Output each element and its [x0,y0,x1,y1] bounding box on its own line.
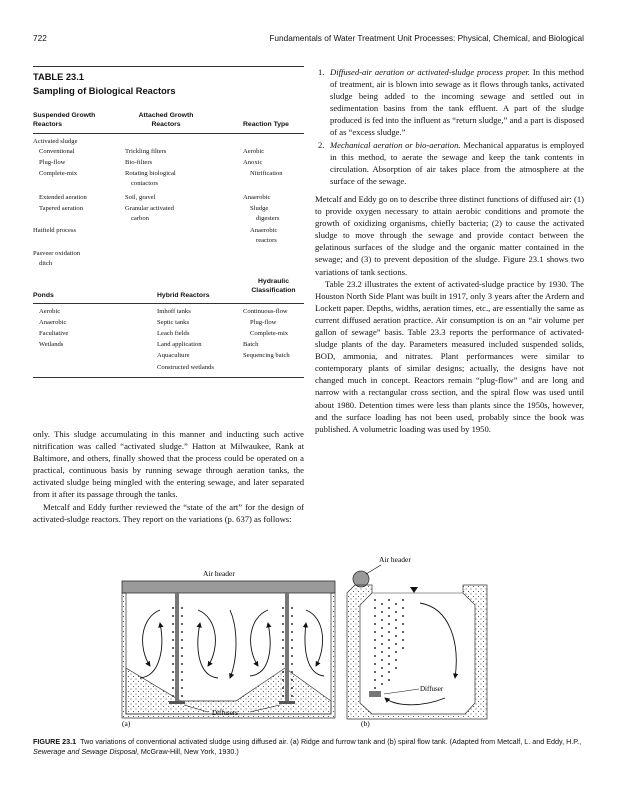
table-cell: Anaerobic [250,227,278,234]
table-cell: Hatfield process [33,227,77,234]
table-cell: Extended aeration [39,194,87,201]
paragraph: Metcalf and Eddy go on to describe three distinct functions of diffused air: (1) to provide oxygen necessary to attain aerobic conditions and promote the growth of oxidizing organisms, chiefly bacteria; (2) to cause the activated sludge to move through the sewage and provide contact between the gelatinous surfaces of the sludge and the organic matter contained in the sewage; and (3) to prevent deposition of the sludge. Figure 23.1 shows two variations of tank sections. [315,193,584,277]
table-title: Sampling of Biological Reactors [33,86,176,96]
list-item-title: Diffused-air aeration or activated-sludge process proper. [330,67,531,77]
figure-caption [33,737,584,757]
col-head-hybrid: Hybrid Reactors [157,292,210,299]
list-number: 2. [318,139,325,150]
diffuser-pipe [369,691,381,697]
air-header-leader [366,565,381,574]
diffusers-label: Diffusers [212,709,238,717]
table-cell: Aerobic [243,148,265,155]
table-cell: Land application [157,341,202,348]
col-head-hydraulic: Hydraulic Classification [251,278,296,294]
air-header-label-b: Air header [379,555,411,564]
table-cell: Sludge [250,205,269,212]
page-number: 722 [33,33,47,43]
table-cell: Sequencing batch [243,352,290,359]
furrow-floor [126,668,331,714]
list-item [318,139,584,187]
table-cell: Imhoff tanks [157,308,191,315]
table-cell: Trickling filters [125,148,167,155]
list-item-body: Mechanical apparatus is employed in this method, to aerate the sewage and keep the tank contents in circulation. Absorption of air takes place from the atmosphere at the surface of the sewage. [330,139,584,186]
table-cell: Complete-mix [39,170,78,177]
spiral-flow-tank [347,555,487,728]
table-cell: Plug-flow [250,319,277,326]
table-cell: Leach fields [157,330,190,337]
diffuser-label: Diffuser [420,685,444,693]
table-cell: Wetlands [39,341,64,348]
table-cell: Batch [243,341,259,348]
table-cell: Aerobic [39,308,61,315]
diffuser-leader-b [384,689,419,694]
caption-label: FIGURE 23.1 [33,737,77,746]
table-cell: Anaerobic [39,319,67,326]
right-column-text [315,66,584,435]
table-cell: carbon [131,215,149,222]
running-title: Fundamentals of Water Treatment Unit Processes: Physical, Chemical, and Biological [269,33,584,43]
air-pipe [285,593,289,701]
table-cell: digesters [256,215,280,222]
variation-list [315,66,584,187]
table-cell: contactors [131,180,159,187]
table-cell: Plug-flow [39,159,66,166]
sub-header-rule [33,303,304,304]
caption-book: Sewerage and Sewage Disposal [33,747,137,756]
table-cell: Aquaculture [157,352,190,359]
air-header-bar [122,581,335,593]
table-cell: Septic tanks [157,319,190,326]
circulation-arrows [140,610,324,678]
paragraph: only. This sludge accumulating in this manner and inducting such active nitrification was called “activated sludge.” Hatton at Milwaukee, Rank at Baltimore, and others, finally showed that the process could be operated on a practical, continuous basis by running sewage through aeration tanks, the activated sludge being mingled with the entering sewage, and later separated from it after its passage through the tanks. [33,429,304,500]
col-head-attached: Attached Growth Reactors [138,112,194,128]
table-cell: Continuous-flow [243,308,288,315]
label-a: (a) [122,719,131,728]
left-column-text [33,428,304,525]
table-bottom-rule [33,377,304,378]
table-cell: Pasveer oxidation [33,250,81,257]
label-b: (b) [361,719,370,728]
table-cell: Anaerobic [243,194,271,201]
table-cell: Conventional [39,148,75,155]
diffuser-plate [279,701,295,704]
table-cell: Rotating biological [125,170,176,177]
table-cell: Constructed wetlands [157,364,214,371]
table-cell: Bio-filters [125,159,153,166]
table-cell: Activated sludge [33,138,78,145]
table-cell: Facultative [39,330,69,337]
col-head-reaction: Reaction Type [243,121,289,128]
tank-wall-b [347,585,487,719]
air-header-label-a: Air header [203,569,235,578]
table-cell: Nitrification [250,170,283,177]
diffuser-plate [169,701,185,704]
caption-text-end: , McGraw-Hill, New York, 1930.) [136,747,239,756]
table-label: TABLE 23.1 [33,72,84,82]
header-rule [33,133,304,134]
table-cell: Tapered aeration [39,205,84,212]
table-cell: Complete-mix [250,330,289,337]
table-cell: Anoxic [243,159,263,166]
list-item-body: In this method of treatment, air is blown into sewage as it flows through tanks, activated sludge being added to the incoming sewage and settled out in sedimentation basins from the tank effluent. A part of the sludge produced is fed into the influent as “return sludge,” and a part is disposed of as “excess sludge.” [330,67,584,138]
table-cell: ditch [39,260,53,267]
list-item-title: Mechanical aeration or bio-aeration. [330,139,461,150]
ridge-furrow-tank [122,569,335,728]
water-level-marker [410,587,418,593]
air-bubbles-b [374,599,404,689]
paragraph: Table 23.2 illustrates the extent of activated-sludge practice by 1930. The Houston North Side Plant was built in 1917, only 3 years after the Ardern and Lockett paper. Depths, widths, aeration times, etc., are essentially the same as current diffused aeration practice. Air consumption is on an “air volume per gallon of sewage” basis. Table 23.3 reports the performance of activated-sludge plants of the day. Parameters measured included suspended solids, BOD, ammonia, and nitrates. Plant performances were similar to contemporary plants of similar designs; actually, the designs have not changed much in concept. Reactors remain “plug-flow” and are long and narrow with a rectangular cross section, and the spiral flow was used until about 1980. Detention times were less than plants since the 1950s, however, and the surface loading has not been used, probably since the book was published. A volumetric loading was used by 1950. [315,278,584,434]
table-cell: reactors [256,237,277,244]
list-number: 1. [318,67,325,77]
table-cell: Granular activated [125,205,174,212]
col-head-ponds: Ponds [33,292,54,299]
col-head-suspended: Suspended Growth Reactors [33,112,96,128]
figure-23-1 [0,548,617,730]
air-pipe [175,593,179,701]
paragraph: Metcalf and Eddy further reviewed the “state of the art” for the design of activated-sludge reactors. They report on the variations (p. 637) as follows: [33,501,304,524]
table-top-rule [33,66,304,67]
table-cell: Soil, gravel [125,194,156,201]
list-item [318,66,584,139]
caption-text: Two variations of conventional activated sludge using diffused air. (a) Ridge and furrow tank and (b) spiral flow tank. (Adapted from Metcalf, L. and Eddy, H.P., [80,737,582,746]
